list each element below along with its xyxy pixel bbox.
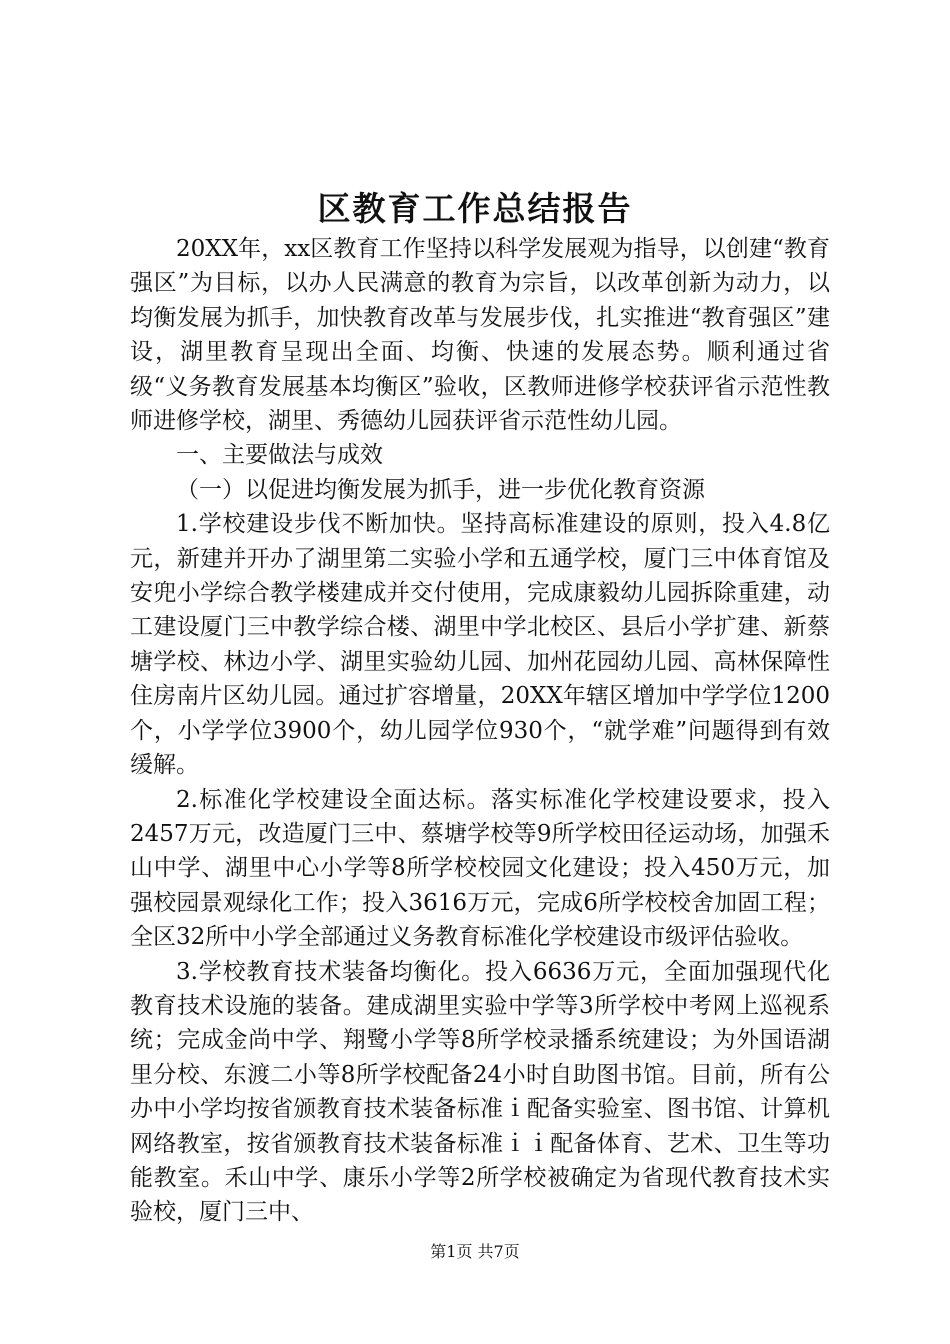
subsection-heading: （一）以促进均衡发展为抓手，进一步优化教育资源 [176,476,705,503]
body-paragraph: 3.学校教育技术装备均衡化。投入6636万元，全面加强现代化教育技术设施的装备。建成湖里实验中学等3所学校中考网上巡视系统；完成金尚中学、翔鹭小学等8所学校录播系统建设；为外国语湖里分校、东渡二小等8所学校配备24小时自助图书馆。目前，所有公办中小学均按省颁教育技术装备标准ｉ配备实验室、图书馆、计算机网络教室，按省颁教育技术装备标准ｉｉ配备体育、艺术、卫生等功能教室。禾山中学、康乐小学等2所学校被确定为省现代教育技术实验校，厦门三中、 [130,958,830,1226]
body-paragraph: 1.学校建设步伐不断加快。坚持高标准建设的原则，投入4.8亿元，新建并开办了湖里第二实验小学和五通学校，厦门三中体育馆及安兜小学综合教学楼建成并交付使用，完成康毅幼儿园拆除重建，动工建设厦门三中教学综合楼、湖里中学北校区、县后小学扩建、新蔡塘学校、林边小学、湖里实验幼儿园、加州花园幼儿园、高林保障性住房南片区幼儿园。通过扩容增量，20XX年辖区增加中学学位1200个，小学学位3900个，幼儿园学位930个，“就学难”问题得到有效缓解。 [130,511,830,779]
body-paragraph: 2.标准化学校建设全面达标。落实标准化学校建设要求，投入2457万元，改造厦门三中、蔡塘学校等9所学校田径运动场，加强禾山中学、湖里中心小学等8所学校校园文化建设；投入450万元，加强校园景观绿化工作；投入3616万元，完成6所学校校舍加固工程；全区32所中小学全部通过义务教育标准化学校建设市级评估验收。 [130,786,830,951]
document-body [130,232,830,1230]
page-footer: 第1页 共7页 [430,1242,520,1261]
intro-paragraph: 20XX年，xx区教育工作坚持以科学发展观为指导，以创建“教育强区”为目标，以办人民满意的教育为宗旨，以改革创新为动力，以均衡发展为抓手，加快教育改革与发展步伐，扎实推进“教育强区”建设，湖里教育呈现出全面、均衡、快速的发展态势。顺利通过省级“义务教育发展基本均衡区”验收，区教师进修学校获评省示范性教师进修学校，湖里、秀德幼儿园获评省示范性幼儿园。 [130,236,830,435]
document-title: 区教育工作总结报告 [317,189,633,228]
section-heading: 一、主要做法与成效 [176,442,383,469]
